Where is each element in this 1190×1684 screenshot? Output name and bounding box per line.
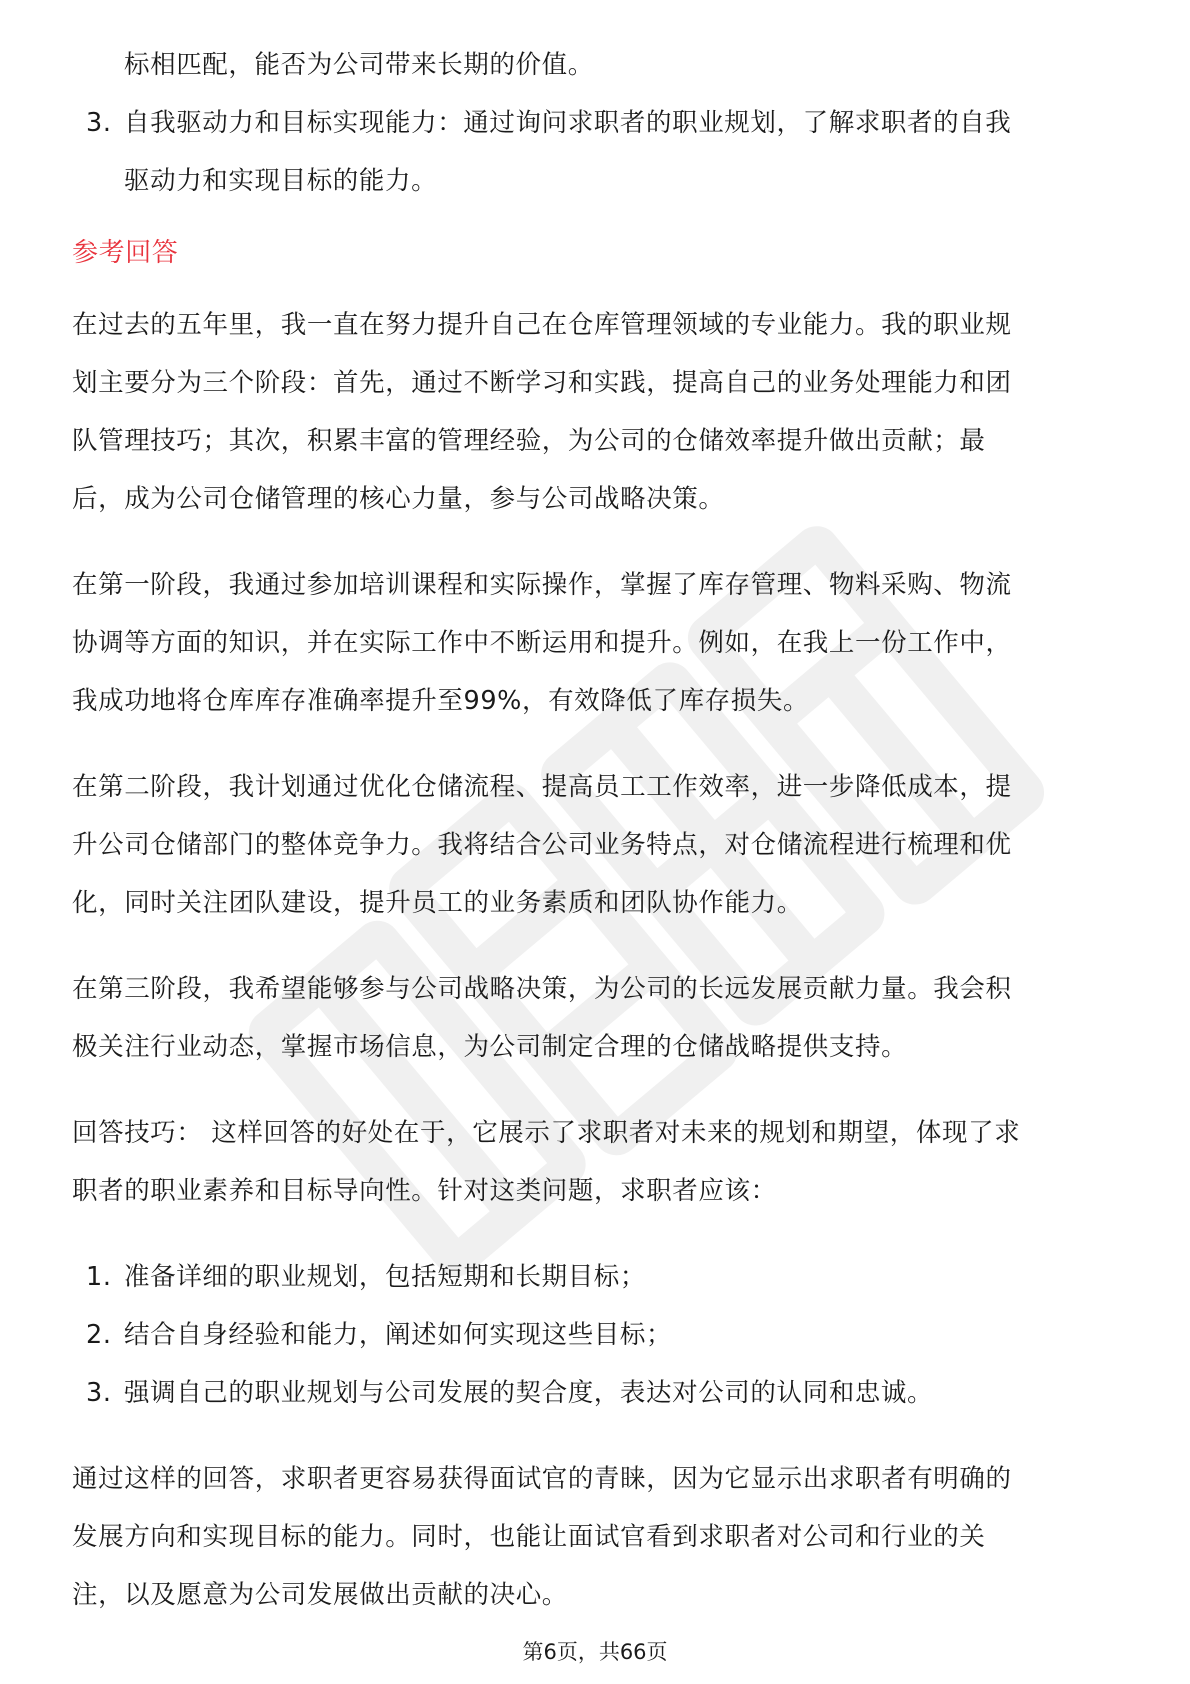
list-number: 1. — [86, 1262, 112, 1292]
paragraph-line: 化，同时关注团队建设，提升员工的业务素质和团队协作能力。 — [72, 888, 803, 918]
paragraph-line: 在过去的五年里，我一直在努力提升自己在仓库管理领域的专业能力。我的职业规 — [72, 310, 1012, 340]
paragraph-line: 我成功地将仓库库存准确率提升至99%，有效降低了库存损失。 — [72, 686, 810, 716]
criteria-item-3 — [72, 94, 1122, 210]
tips-list — [72, 1248, 1122, 1422]
tips-list-text: 强调自己的职业规划与公司发展的契合度，表达对公司的认同和忠诚。 — [124, 1378, 934, 1408]
paragraph-1 — [72, 296, 1122, 528]
list-number: 3. — [86, 1378, 112, 1408]
intro-continuation: 标相匹配，能否为公司带来长期的价值。 — [124, 50, 594, 80]
paragraph-line: 注，以及愿意为公司发展做出贡献的决心。 — [72, 1580, 568, 1610]
paragraph-line: 协调等方面的知识，并在实际工作中不断运用和提升。例如，在我上一份工作中， — [72, 628, 1012, 658]
criteria-item-line: 自我驱动力和目标实现能力：通过询问求职者的职业规划，了解求职者的自我 — [124, 108, 1012, 138]
paragraph-line: 后，成为公司仓储管理的核心力量，参与公司战略决策。 — [72, 484, 725, 514]
list-number: 3. — [86, 108, 112, 138]
tips-list-item — [72, 1248, 1122, 1306]
page-number-footer: 第6页，共66页 — [522, 1640, 668, 1664]
section-heading: 参考回答 — [72, 238, 179, 268]
tips-list-text: 准备详细的职业规划，包括短期和长期目标； — [124, 1262, 647, 1292]
paragraph-line: 在第二阶段，我计划通过优化仓储流程、提高员工工作效率，进一步降低成本，提 — [72, 772, 1012, 802]
paragraph-line: 极关注行业动态，掌握市场信息，为公司制定合理的仓储战略提供支持。 — [72, 1032, 908, 1062]
tips-list-item — [72, 1306, 1122, 1364]
paragraph-line: 通过这样的回答，求职者更容易获得面试官的青睐，因为它显示出求职者有明确的 — [72, 1464, 1012, 1494]
paragraph-line: 在第三阶段，我希望能够参与公司战略决策，为公司的长远发展贡献力量。我会积 — [72, 974, 1012, 1004]
paragraph-line: 队管理技巧；其次，积累丰富的管理经验，为公司的仓储效率提升做出贡献；最 — [72, 426, 986, 456]
paragraph-line: 职者的职业素养和目标导向性。针对这类问题，求职者应该： — [72, 1176, 777, 1206]
document-body — [72, 36, 1122, 1652]
paragraph-tips-intro — [72, 1104, 1122, 1220]
paragraph-line: 回答技巧： 这样回答的好处在于，它展示了求职者对未来的规划和期望，体现了求 — [72, 1118, 1021, 1148]
paragraph-2 — [72, 556, 1122, 730]
criteria-item-line: 驱动力和实现目标的能力。 — [124, 166, 438, 196]
paragraph-4 — [72, 960, 1122, 1076]
tips-list-text: 结合自身经验和能力，阐述如何实现这些目标； — [124, 1320, 673, 1350]
paragraph-line: 升公司仓储部门的整体竞争力。我将结合公司业务特点，对仓储流程进行梳理和优 — [72, 830, 1012, 860]
closing-paragraph — [72, 1450, 1122, 1624]
list-number: 2. — [86, 1320, 112, 1350]
paragraph-line: 发展方向和实现目标的能力。同时，也能让面试官看到求职者对公司和行业的关 — [72, 1522, 986, 1552]
paragraph-line: 在第一阶段，我通过参加培训课程和实际操作，掌握了库存管理、物料采购、物流 — [72, 570, 1012, 600]
tips-list-item — [72, 1364, 1122, 1422]
paragraph-3 — [72, 758, 1122, 932]
paragraph-line: 划主要分为三个阶段：首先，通过不断学习和实践，提高自己的业务处理能力和团 — [72, 368, 1012, 398]
